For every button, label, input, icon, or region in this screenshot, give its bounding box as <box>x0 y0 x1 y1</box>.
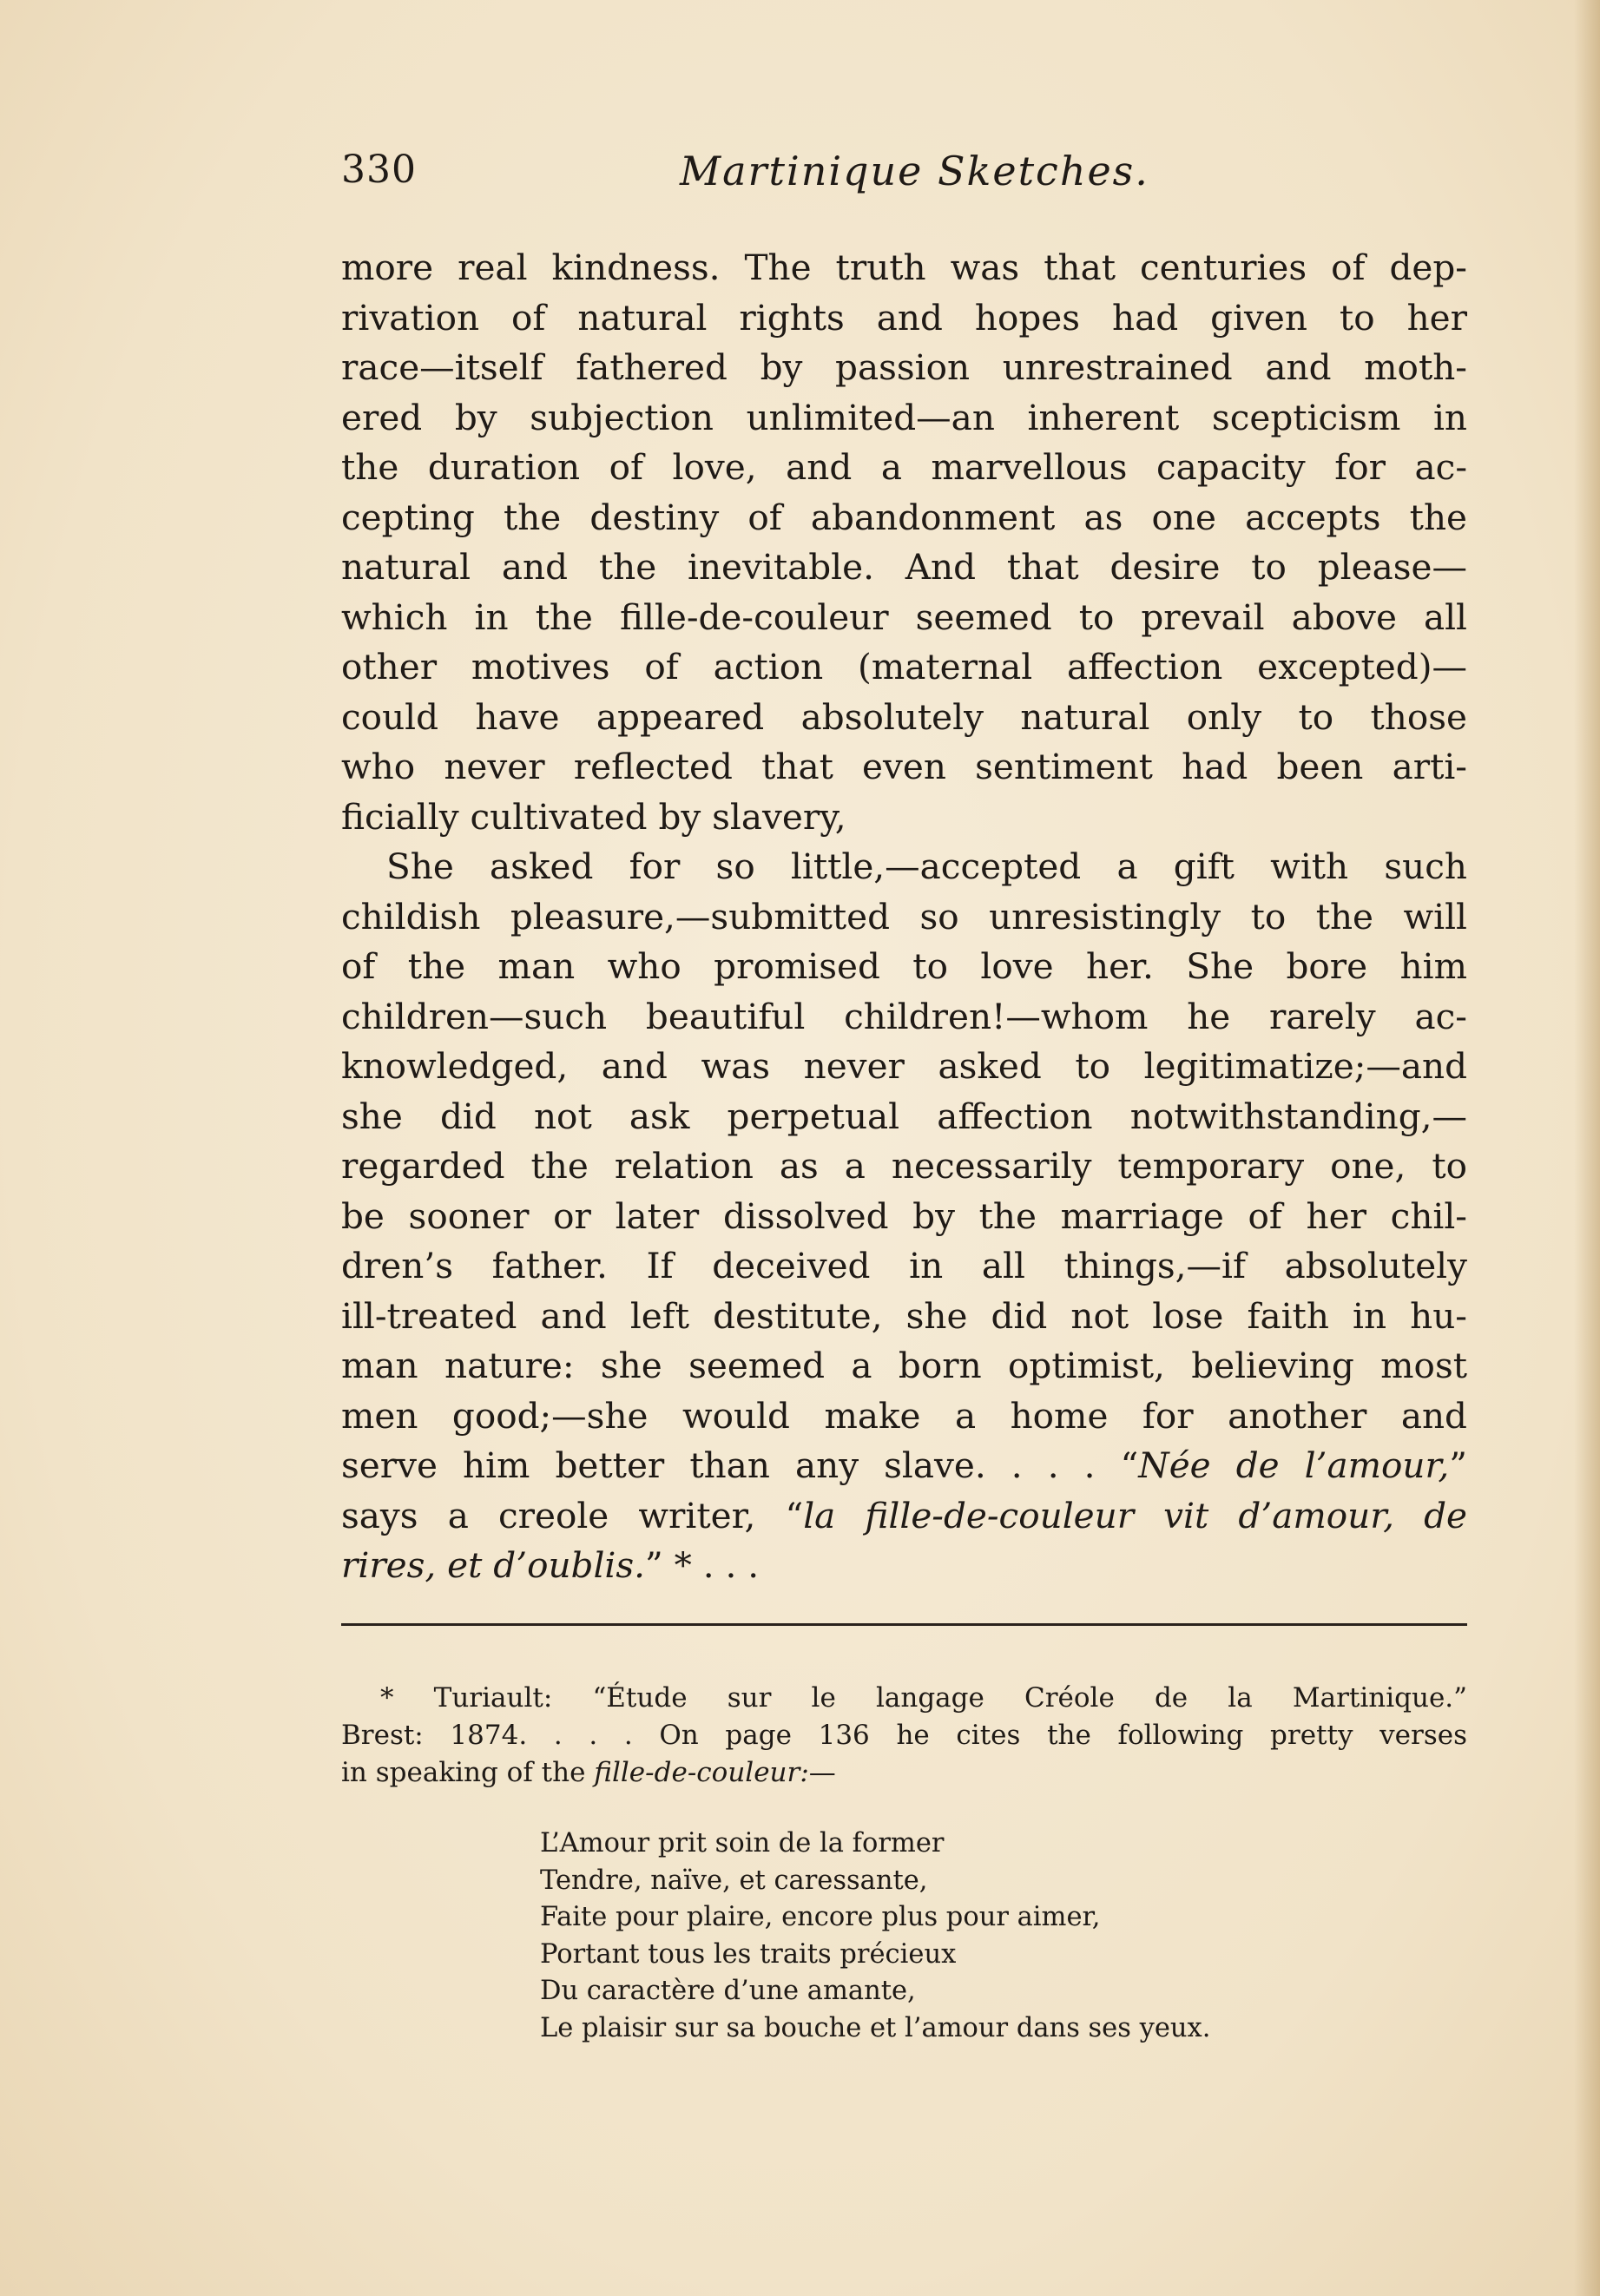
text-line-quote <box>341 1441 1467 1491</box>
paragraph-2 <box>341 842 1467 1591</box>
footnote-line: * Turiault: “Étude sur le langage Créole de la Martinique.” <box>380 1682 1467 1714</box>
text-line: more real kindness. The truth was that centuries of dep- <box>341 247 1467 288</box>
text-line: natural and the inevitable. And that desire to please— <box>341 546 1467 588</box>
text-line-quote <box>341 1491 1467 1542</box>
italic-quote: rires, et d’oublis. <box>341 1544 646 1586</box>
body-text <box>341 243 1467 1591</box>
footnote-divider <box>341 1623 1467 1626</box>
paragraph-1 <box>341 243 1467 842</box>
italic-quote: Née de l’amour, <box>1138 1444 1450 1486</box>
text-run: in speaking of the <box>341 1757 595 1788</box>
text-line: ficially cultivated by slavery, <box>341 795 846 838</box>
text-line: could have appeared absolutely natural only to those <box>341 695 1467 738</box>
text-line: man nature: she seemed a born optimist, believing most <box>341 1345 1467 1386</box>
text-line: which in the fille-de-couleur seemed to prevail above all <box>341 595 1467 638</box>
text-run: ” * . . . <box>645 1544 760 1586</box>
text-line: ered by subjection unlimited—an inherent scepticism in <box>341 396 1467 438</box>
verse-line: Faite pour plaire, encore plus pour aimer, <box>540 1902 1101 1932</box>
text-line: regarded the relation as a necessarily temporary one, to <box>341 1145 1467 1187</box>
text-line: dren’s father. If deceived in all things,—if absolutely <box>341 1245 1467 1286</box>
text-line: the duration of love, and a marvellous capacity for ac- <box>341 446 1467 488</box>
running-head: Martinique Sketches. <box>680 148 1149 194</box>
text-line: She asked for so little,—accepted a gift with such <box>386 845 1467 887</box>
text-line: children—such beautiful children!—whom he rarely ac- <box>341 995 1467 1037</box>
verse-line: Tendre, naïve, et caressante, <box>540 1865 928 1896</box>
italic-quote: la fille-de-couleur vit d’amour, de <box>803 1494 1467 1536</box>
text-line: of the man who promised to love her. She bore him <box>341 945 1467 987</box>
text-line: cepting the destiny of abandonment as one accepts the <box>341 496 1467 538</box>
verse-line: L’Amour prit soin de la former <box>540 1828 945 1859</box>
text-line: rivation of natural rights and hopes had given to her <box>341 296 1467 339</box>
verse-quotation <box>540 1826 1210 2047</box>
page-number: 330 <box>341 148 417 192</box>
text-line: she did not ask perpetual affection notwithstanding,— <box>341 1095 1467 1137</box>
footnote-line <box>341 1754 1467 1792</box>
text-line: be sooner or later dissolved by the marriage of her chil- <box>341 1194 1467 1237</box>
text-run: serve him better than any slave. . . . “ <box>341 1444 1139 1486</box>
verse-line: Le plaisir sur sa bouche et l’amour dans ses yeux. <box>540 2012 1211 2043</box>
text-line: race—itself fathered by passion unrestrained and moth- <box>341 346 1467 388</box>
verse-line: Portant tous les traits précieux <box>540 1938 957 1970</box>
text-line: ill-treated and left destitute, she did not lose faith in hu- <box>341 1294 1467 1337</box>
text-line: knowledged, and was never asked to legitimatize;—and <box>341 1045 1467 1087</box>
text-run: ” <box>1449 1444 1467 1486</box>
text-line: other motives of action (maternal affection excepted)— <box>341 646 1467 687</box>
verse-line: Du caractère d’une amante, <box>540 1976 916 2006</box>
text-line: who never reflected that even sentiment had been arti- <box>341 746 1467 787</box>
page-header <box>341 148 1467 208</box>
footnote <box>341 1680 1467 1792</box>
page-edge-shadow <box>1574 0 1600 2296</box>
text-line: men good;—she would make a home for another and <box>341 1394 1467 1437</box>
text-run: — <box>808 1757 836 1788</box>
text-run: says a creole writer, “ <box>341 1494 804 1536</box>
italic-term: fille-de-couleur: <box>594 1757 809 1788</box>
footnote-line: Brest: 1874. . . . On page 136 he cites the following pretty verses <box>341 1720 1467 1751</box>
text-line-quote <box>341 1541 1467 1591</box>
text-line: childish pleasure,—submitted so unresistingly to the will <box>341 895 1467 937</box>
